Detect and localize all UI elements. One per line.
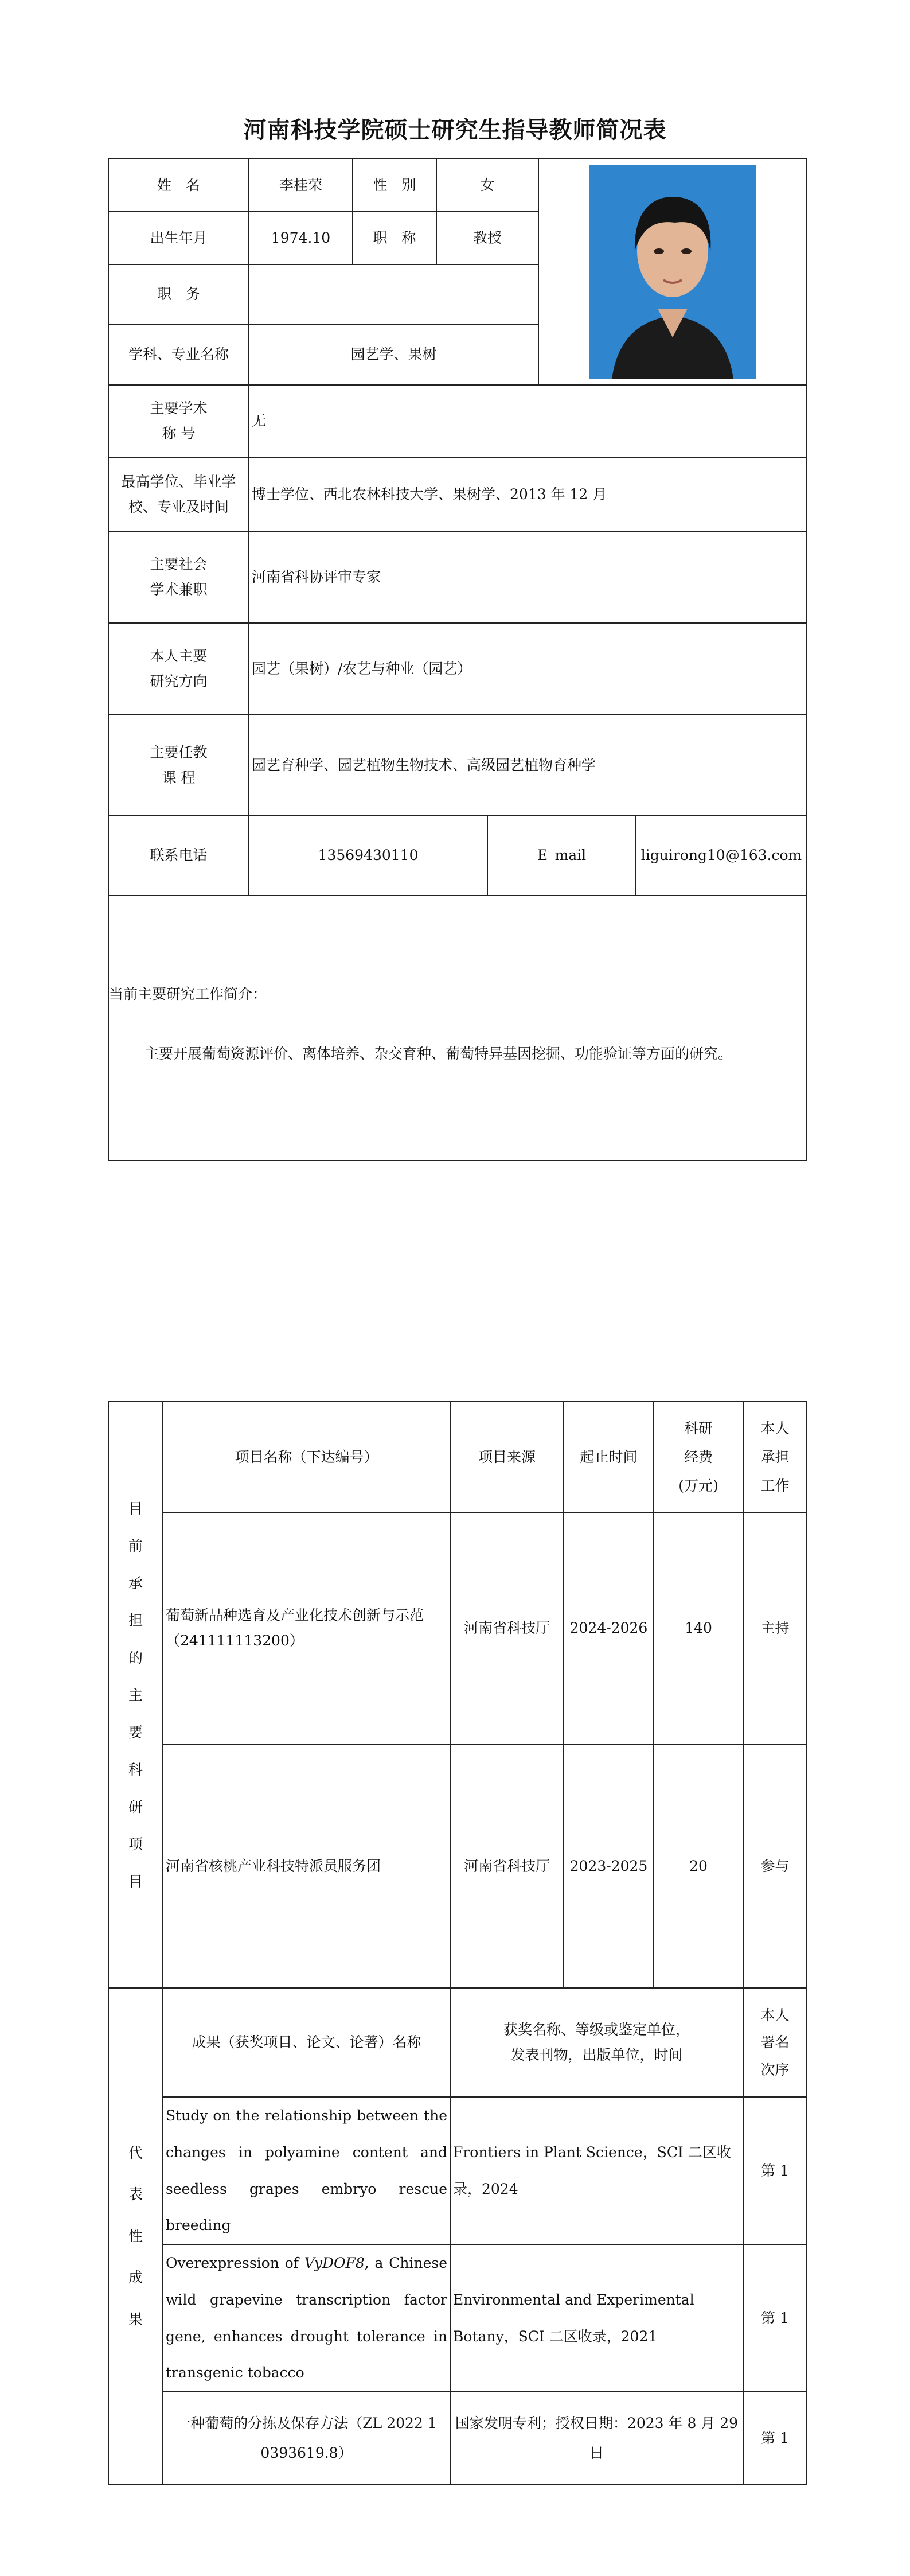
achievements-side-char: 表 xyxy=(128,2186,143,2203)
intro-text: 主要开展葡萄资源评价、离体培养、杂交育种、葡萄特异基因挖掘、功能验证等方面的研究。 xyxy=(144,1045,733,1062)
achievement-name: Study on the relationship between the changes in polyamine content and seedless grapes embryo rescue breeding xyxy=(163,2097,450,2244)
projects-header-funding xyxy=(654,1402,743,1512)
courses-label-line2: 课 程 xyxy=(162,769,196,786)
projects-side-char: 前 xyxy=(128,1537,143,1554)
research-label-line2: 研究方向 xyxy=(150,673,208,690)
funding-header-line1: 科研 xyxy=(684,1419,713,1437)
achievement-source-line1: 国家发明专利；授权日期：2023 年 8 月 29 xyxy=(455,2414,739,2431)
achievement-source: Frontiers in Plant Science，SCI 二区收录，2024 xyxy=(450,2097,743,2244)
academic-title-label xyxy=(108,385,249,457)
achievements-side-char: 性 xyxy=(128,2227,143,2244)
project-period: 2023-2025 xyxy=(564,1744,654,1988)
projects-header-period: 起止时间 xyxy=(564,1402,654,1512)
achievement-source xyxy=(450,2392,743,2485)
achievements-header-name: 成果（获奖项目、论文、论著）名称 xyxy=(163,1988,450,2097)
achievements-side-char: 代 xyxy=(128,2144,143,2161)
projects-side-char: 研 xyxy=(128,1798,143,1815)
achievement-source-line2: 日 xyxy=(589,2445,604,2461)
achievement-row xyxy=(108,2392,807,2485)
gender-label: 性 别 xyxy=(353,159,436,212)
intro-label: 当前主要研究工作简介： xyxy=(109,986,267,1003)
discipline-label: 学科、专业名称 xyxy=(108,324,249,385)
academic-title-label-line1: 主要学术 xyxy=(150,400,208,417)
project-name-line1: 葡萄新品种选育及产业化技术创新与示范 xyxy=(166,1607,424,1624)
email-label: E_mail xyxy=(487,815,636,896)
role-header-line1: 本人 xyxy=(760,1419,790,1437)
gender-value: 女 xyxy=(436,159,538,212)
projects-side-char: 承 xyxy=(128,1574,143,1591)
social-value: 河南省科协评审专家 xyxy=(249,531,807,623)
achievements-side-label xyxy=(108,1988,163,2485)
achievement-source: Environmental and Experimental Botany，SCI 二区收录，2021 xyxy=(450,2244,743,2392)
social-label-line1: 主要社会 xyxy=(150,556,208,573)
profile-table xyxy=(108,158,807,1161)
project-source: 河南省科技厅 xyxy=(450,1512,564,1744)
projects-side-char: 目 xyxy=(128,1873,143,1890)
courses-label xyxy=(108,715,249,815)
achievements-header-source xyxy=(450,1988,743,2097)
projects-side-char: 要 xyxy=(128,1723,143,1741)
achievements-header-source-line2: 发表刊物，出版单位，时间 xyxy=(510,2046,683,2063)
projects-header-source: 项目来源 xyxy=(450,1402,564,1512)
social-label xyxy=(108,531,249,623)
degree-label-line2: 校、专业及时间 xyxy=(128,498,229,515)
phone-label: 联系电话 xyxy=(108,815,249,896)
phone-value: 13569430110 xyxy=(249,815,487,896)
projects-side-char: 科 xyxy=(128,1761,143,1778)
achievement-name-part: , a Chinese wild grapevine transcription factor gene, enhances drought tolerance in transgenic tobacco xyxy=(166,2255,447,2382)
projects-table xyxy=(108,1401,807,2485)
achievement-row xyxy=(108,2244,807,2392)
birth-value: 1974.10 xyxy=(249,212,353,264)
achievements-header-rank xyxy=(743,1988,807,2097)
degree-value: 博士学位、西北农林科技大学、果树学、2013 年 12 月 xyxy=(249,457,807,531)
project-role: 主持 xyxy=(743,1512,807,1744)
achievement-row xyxy=(108,2097,807,2244)
social-label-line2: 学术兼职 xyxy=(150,581,208,598)
name-label: 姓 名 xyxy=(108,159,249,212)
achievement-name xyxy=(163,2392,450,2485)
rank-header-line3: 次序 xyxy=(760,2061,790,2078)
project-name: 河南省核桃产业科技特派员服务团 xyxy=(163,1744,450,1988)
project-funding: 140 xyxy=(654,1512,743,1744)
funding-header-line2: 经费 xyxy=(684,1448,713,1465)
photo-cell xyxy=(538,159,807,385)
projects-header-name: 项目名称（下达编号） xyxy=(163,1402,450,1512)
discipline-value: 园艺学、果树 xyxy=(249,324,538,385)
page-title: 河南科技学院硕士研究生指导教师简况表 xyxy=(243,117,667,143)
project-row xyxy=(108,1512,807,1744)
project-name xyxy=(163,1512,450,1744)
courses-value: 园艺育种学、园艺植物生物技术、高级园艺植物育种学 xyxy=(249,715,807,815)
projects-side-char: 主 xyxy=(128,1686,143,1703)
project-row xyxy=(108,1744,807,1988)
project-role: 参与 xyxy=(743,1744,807,1988)
duty-label: 职 务 xyxy=(108,264,249,324)
project-source: 河南省科技厅 xyxy=(450,1744,564,1988)
achievement-rank: 第 1 xyxy=(743,2244,807,2392)
achievement-rank: 第 1 xyxy=(743,2392,807,2485)
achievements-side-char: 果 xyxy=(128,2310,143,2328)
research-value: 园艺（果树）/农艺与种业（园艺） xyxy=(249,623,807,715)
intro-cell xyxy=(108,896,807,1161)
email-value: liguirong10@163.com xyxy=(636,815,807,896)
gene-name-italic: VyDOF8 xyxy=(304,2255,365,2271)
projects-side-char: 的 xyxy=(128,1649,143,1666)
achievement-name-line2: 0393619.8） xyxy=(260,2445,353,2461)
achievements-side-char: 成 xyxy=(128,2269,143,2286)
funding-header-line3: (万元) xyxy=(678,1477,718,1494)
academic-title-value: 无 xyxy=(249,385,807,457)
role-header-line3: 工作 xyxy=(760,1477,790,1494)
project-funding: 20 xyxy=(654,1744,743,1988)
degree-label xyxy=(108,457,249,531)
projects-side-char: 项 xyxy=(128,1835,143,1853)
role-header-line2: 承担 xyxy=(760,1448,790,1465)
courses-label-line1: 主要任教 xyxy=(150,744,208,761)
projects-header-role xyxy=(743,1402,807,1512)
academic-title-label-line2: 称 号 xyxy=(162,425,196,442)
achievement-name-part: Overexpression of xyxy=(166,2255,304,2271)
rank-header-line1: 本人 xyxy=(760,2006,790,2024)
projects-side-char: 担 xyxy=(128,1612,143,1629)
name-value: 李桂荣 xyxy=(249,159,353,212)
degree-label-line1: 最高学位、毕业学 xyxy=(121,473,236,490)
projects-side-char: 目 xyxy=(128,1500,143,1517)
achievement-name-line1: 一种葡萄的分拣及保存方法（ZL 2022 1 xyxy=(176,2414,437,2431)
rank-header-line2: 署名 xyxy=(760,2034,790,2051)
project-period: 2024-2026 xyxy=(564,1512,654,1744)
research-label-line1: 本人主要 xyxy=(150,648,208,665)
achievement-name xyxy=(163,2244,450,2392)
research-label xyxy=(108,623,249,715)
achievements-header-source-line1: 获奖名称、等级或鉴定单位， xyxy=(503,2021,690,2038)
achievement-rank: 第 1 xyxy=(743,2097,807,2244)
portrait-photo xyxy=(589,165,756,379)
projects-side-label xyxy=(108,1402,163,1988)
title-value: 教授 xyxy=(436,212,538,264)
birth-label: 出生年月 xyxy=(108,212,249,264)
duty-value xyxy=(249,264,538,324)
title-label: 职 称 xyxy=(353,212,436,264)
project-name-line2: （241111113200） xyxy=(166,1632,304,1649)
